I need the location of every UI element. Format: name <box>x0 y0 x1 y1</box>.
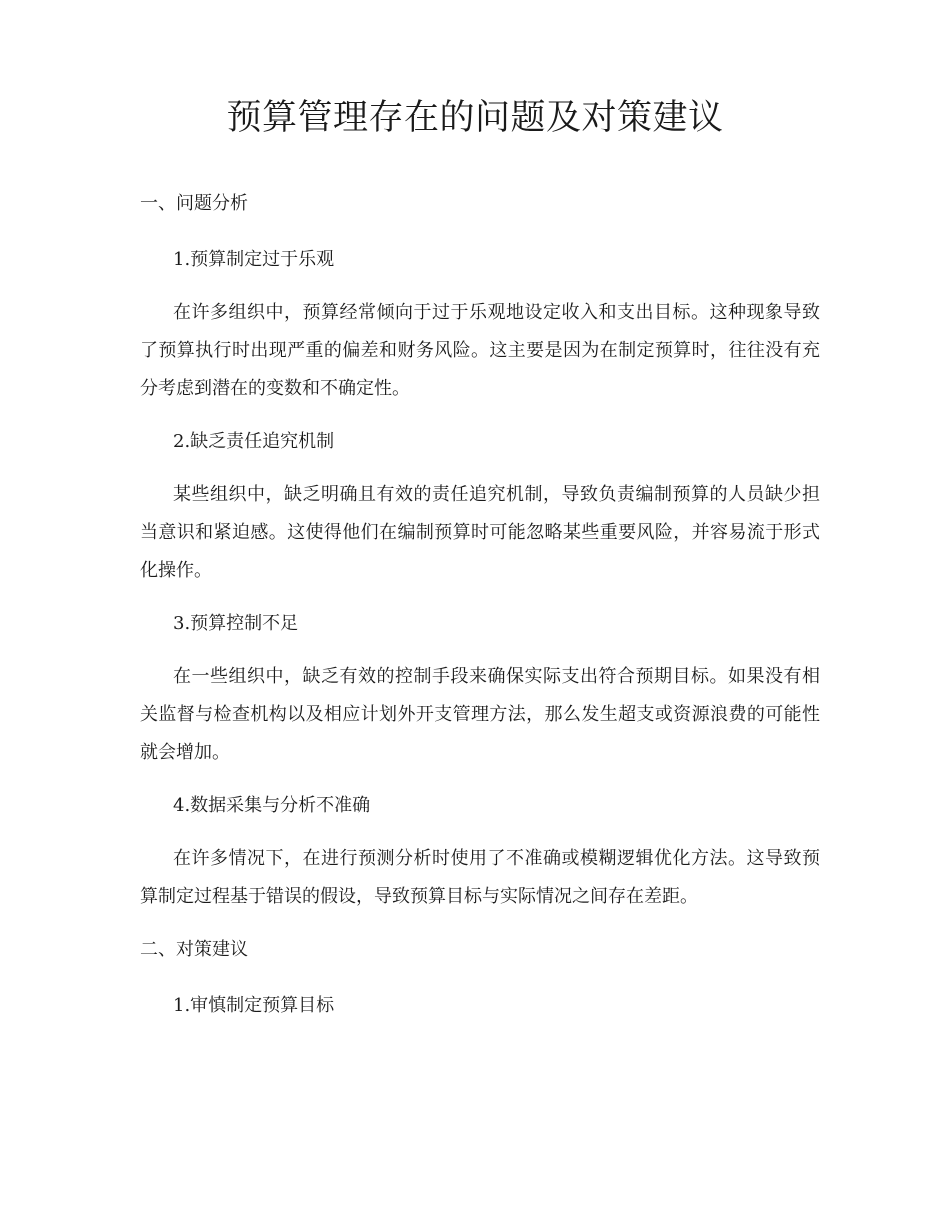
section-heading-problem-analysis: 一、问题分析 <box>140 193 248 214</box>
subheading-accountability: 2.缺乏责任追究机制 <box>173 431 335 452</box>
subheading-prudent-targets: 1.审慎制定预算目标 <box>173 995 335 1016</box>
document-body <box>140 186 820 1040</box>
paragraph-data-analysis: 在许多情况下，在进行预测分析时使用了不准确或模糊逻辑优化方法。这导致预算制定过程基于错误的假设，导致预算目标与实际情况之间存在差距。 <box>140 848 820 907</box>
document-title: 预算管理存在的问题及对策建议 <box>226 98 724 138</box>
paragraph-budget-control: 在一些组织中，缺乏有效的控制手段来确保实际支出符合预期目标。如果没有相关监督与检查机构以及相应计划外开支管理方法，那么发生超支或资源浪费的可能性就会增加。 <box>140 666 820 763</box>
subheading-budget-control: 3.预算控制不足 <box>173 613 299 634</box>
paragraph-overly-optimistic: 在许多组织中，预算经常倾向于过于乐观地设定收入和支出目标。这种现象导致了预算执行时出现严重的偏差和财务风险。这主要是因为在制定预算时，往往没有充分考虑到潜在的变数和不确定性。 <box>140 302 820 399</box>
section-heading-recommendations: 二、对策建议 <box>140 939 248 960</box>
subheading-data-analysis: 4.数据采集与分析不准确 <box>173 795 371 816</box>
paragraph-accountability: 某些组织中，缺乏明确且有效的责任追究机制，导致负责编制预算的人员缺少担当意识和紧迫感。这使得他们在编制预算时可能忽略某些重要风险，并容易流于形式化操作。 <box>140 484 820 581</box>
subheading-overly-optimistic: 1.预算制定过于乐观 <box>173 249 335 270</box>
